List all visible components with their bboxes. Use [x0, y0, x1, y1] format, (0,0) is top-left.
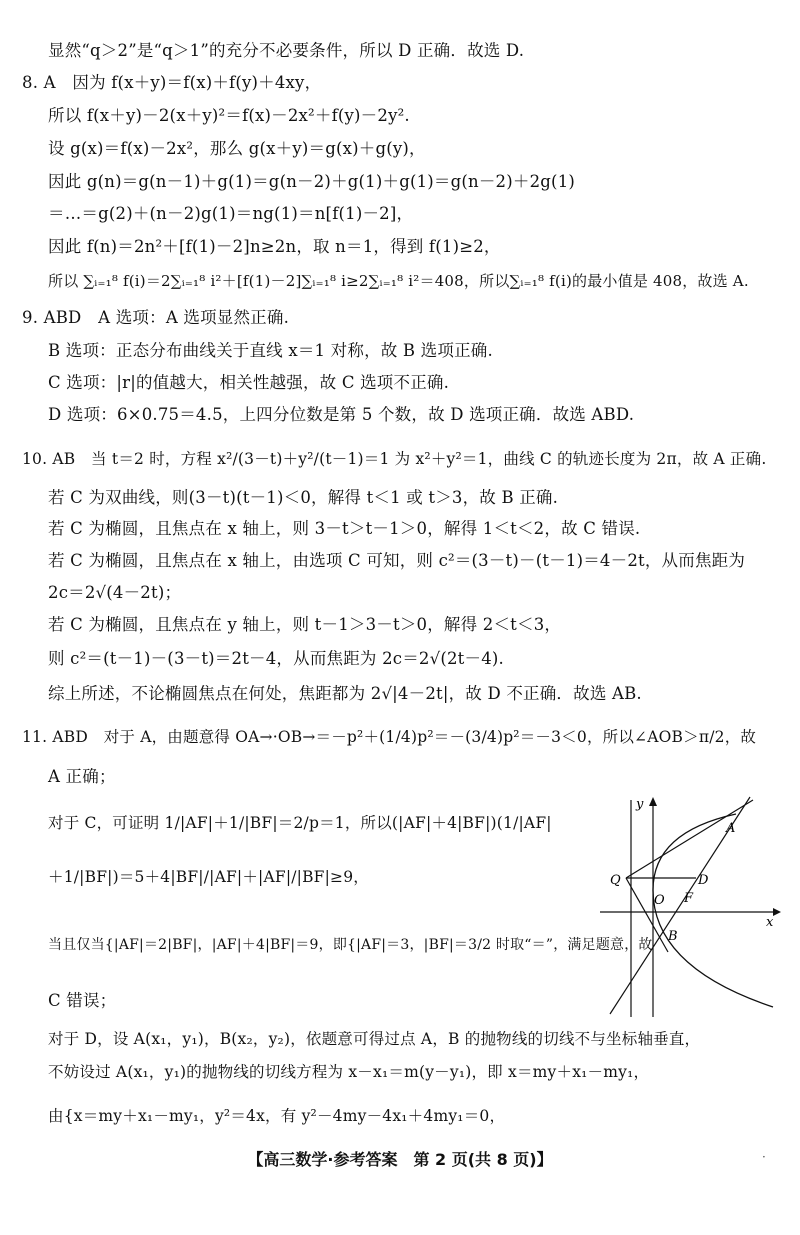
corner-mark: ·	[762, 1150, 766, 1164]
line-11: C 选项：|r|的值越大，相关性越强，故 C 选项不正确.	[48, 373, 450, 392]
label-y: y	[636, 797, 644, 812]
line-1: 显然“q＞2”是“q＞1”的充分不必要条件，所以 D 正确．故选 D.	[48, 41, 525, 60]
label-b: B	[668, 929, 678, 944]
label-f: F	[684, 891, 694, 906]
x-axis-arrow-icon	[773, 908, 781, 916]
line-25: 当且仅当{|AF|＝2|BF|，|AF|＋4|BF|＝9，即{|AF|＝3，|BF|＝3/2 时取“＝”，满足题意，故	[48, 937, 653, 953]
label-a: A	[726, 821, 736, 836]
line-2: 8. A 因为 f(x＋y)＝f(x)＋f(y)＋4xy，	[22, 73, 322, 92]
y-axis-arrow-icon	[649, 797, 657, 806]
line-28: 不妨设过 A(x₁，y₁)的抛物线的切线方程为 x－x₁＝m(y－y₁)，即 x＝my＋x₁－my₁，	[48, 1063, 650, 1081]
line-24: ＋1/|BF|)＝5＋4|BF|/|AF|＋|AF|/|BF|≥9，	[48, 868, 370, 886]
line-26: C 错误；	[48, 991, 117, 1010]
line-5: 因此 g(n)＝g(n－1)＋g(1)＝g(n－2)＋g(1)＋g(1)＝g(n－2)＋2g(1)	[48, 172, 576, 191]
line-18: 若 C 为椭圆，且焦点在 y 轴上，则 t－1＞3－t＞0，解得 2＜t＜3，	[48, 615, 562, 634]
line-21: 11. ABD 对于 A，由题意得 OA→·OB→＝－p²＋(1/4)p²＝－(3/4)p²＝－3＜0，所以∠AOB＞π/2，故	[22, 728, 757, 746]
label-x: x	[766, 915, 774, 930]
line-14: 若 C 为双曲线，则(3－t)(t－1)＜0，解得 t＜1 或 t＞3，故 B 正确.	[48, 488, 559, 507]
label-q: Q	[610, 873, 621, 888]
line-3: 所以 f(x＋y)－2(x＋y)²＝f(x)－2x²＋f(y)－2y².	[48, 106, 410, 125]
page-footer: 【高三数学·参考答案 第 2 页(共 8 页)】	[247, 1150, 553, 1169]
line-6: ＝…＝g(2)＋(n－2)g(1)＝ng(1)＝n[f(1)－2]，	[48, 204, 414, 223]
line-20: 综上所述，不论椭圆焦点在何处，焦距都为 2√|4－2t|，故 D 不正确．故选 AB.	[48, 684, 642, 703]
parabola-curve	[653, 814, 773, 1007]
line-9: 9. ABD A 选项：A 选项显然正确.	[22, 308, 290, 327]
label-o: O	[654, 893, 665, 908]
tangent-line-a	[626, 800, 753, 878]
line-29: 由{x＝my＋x₁－my₁，y²＝4x，有 y²－4my－4x₁＋4my₁＝0，	[48, 1107, 506, 1125]
label-d: D	[698, 873, 709, 888]
line-23: 对于 C，可证明 1/|AF|＋1/|BF|＝2/p＝1，所以(|AF|＋4|BF|)(1/|AF|	[48, 814, 552, 832]
line-10: B 选项：正态分布曲线关于直线 x＝1 对称，故 B 选项正确.	[48, 341, 493, 360]
line-27: 对于 D，设 A(x₁，y₁)，B(x₂，y₂)，依题意可得过点 A，B 的抛物线的切线不与坐标轴垂直，	[48, 1030, 701, 1048]
line-22: A 正确；	[48, 767, 116, 786]
line-8: 所以 ∑ᵢ₌₁⁸ f(i)＝2∑ᵢ₌₁⁸ i²＋[f(1)－2]∑ᵢ₌₁⁸ i≥2∑ᵢ₌₁⁸ i²＝408，所以∑ᵢ₌₁⁸ f(i)的最小值是 408，故选 A.	[48, 272, 749, 290]
parabola-figure	[598, 792, 783, 1026]
tangent-line-b	[626, 878, 668, 952]
line-15: 若 C 为椭圆，且焦点在 x 轴上，则 3－t＞t－1＞0，解得 1＜t＜2，故 C 错误.	[48, 519, 641, 538]
line-7: 因此 f(n)＝2n²＋[f(1)－2]n≥2n，取 n＝1，得到 f(1)≥2，	[48, 237, 501, 256]
line-16: 若 C 为椭圆，且焦点在 x 轴上，由选项 C 可知，则 c²＝(3－t)－(t－1)＝4－2t，从而焦距为	[48, 551, 746, 570]
line-12: D 选项：6×0.75＝4.5，上四分位数是第 5 个数，故 D 选项正确．故选 ABD.	[48, 405, 635, 424]
line-4: 设 g(x)＝f(x)－2x²，那么 g(x＋y)＝g(x)＋g(y)，	[48, 139, 426, 158]
line-17: 2c＝2√(4－2t)；	[48, 583, 182, 602]
line-13: 10. AB 当 t＝2 时，方程 x²/(3－t)＋y²/(t－1)＝1 为 x²＋y²＝1，曲线 C 的轨迹长度为 2π，故 A 正确.	[22, 450, 767, 468]
parabola-diagram	[598, 792, 783, 1022]
line-19: 则 c²＝(t－1)－(3－t)＝2t－4，从而焦距为 2c＝2√(2t－4).	[48, 649, 504, 668]
